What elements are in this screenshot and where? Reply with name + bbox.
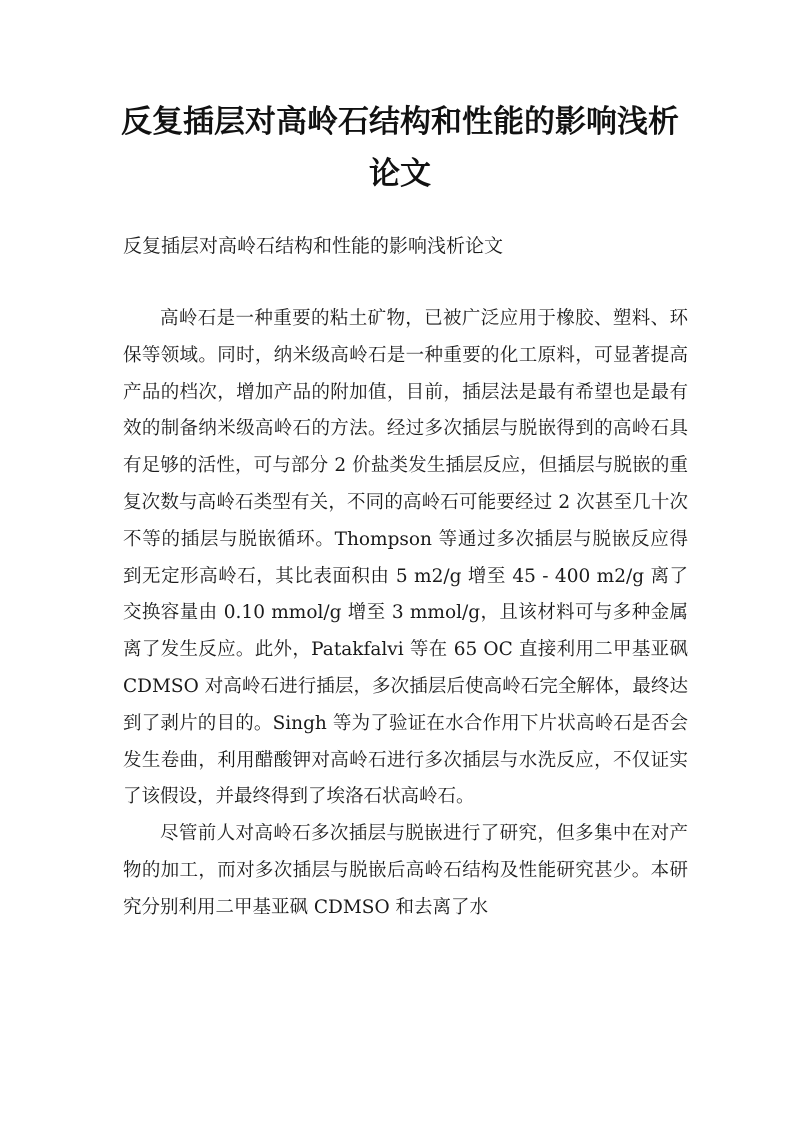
body-paragraph: 高岭石是一种重要的粘土矿物，已被广泛应用于橡胶、塑料、环保等领域。同时，纳米级高岭石是一种重要的化工原料，可显著提高产品的档次，增加产品的附加值，目前，插层法是最有希望也是最有效的制备纳米级高岭石的方法。经过多次插层与脱嵌得到的高岭石具有足够的活性，可与部分 2 价盐类发生插层反应，但插层与脱嵌的重复次数与高岭石类型有关，不同的高岭石可能要经过 2 次甚至几十次不等的插层与脱嵌循环。Thompson 等通过多次插层与脱嵌反应得到无定形高岭石，其比表面积由 5 m2/g 增至 45 - 400 m2/g 离了交换容量由 0.10 mmol/g 增至 3 mmol/g，且该材料可与多种金属离了发生反应。此外，Patakfalvi 等在 65 OC 直接利用二甲基亚砜 CDMSO 对高岭石进行插层，多次插层后使高岭石完全解体，最终达到了剥片的目的。Singh 等为了验证在水合作用下片状高岭石是否会发生卷曲，利用醋酸钾对高岭石进行多次插层与水洗反应，不仅证实了该假设，并最终得到了埃洛石状高岭石。 <box>123 308 688 808</box>
document-body <box>123 301 688 927</box>
title-line-2: 论文 <box>369 156 431 192</box>
title-line-1: 反复插层对高岭石结构和性能的影响浅析 <box>121 104 679 140</box>
body-paragraph: 尽管前人对高岭石多次插层与脱嵌进行了研究，但多集中在对产物的加工，而对多次插层与脱嵌后高岭石结构及性能研究甚少。本研究分别利用二甲基亚砜 CDMSO 和去离了水 <box>123 823 688 918</box>
document-subtitle: 反复插层对高岭石结构和性能的影响浅析论文 <box>123 235 504 257</box>
document-title <box>100 96 700 200</box>
